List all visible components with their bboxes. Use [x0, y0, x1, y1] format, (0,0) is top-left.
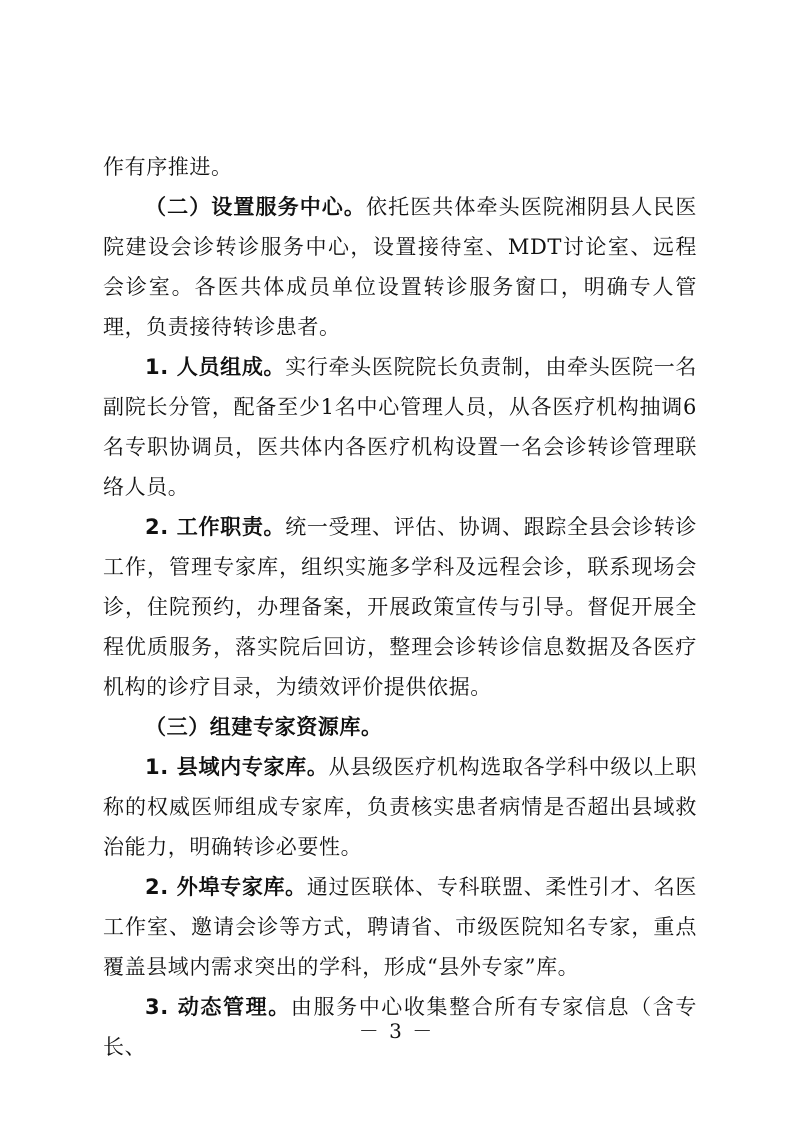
subsection-external-experts	[103, 867, 697, 987]
paragraph-text: 从县级医疗机构选取各学科中级以上职称的权威医师组成专家库，负责核实患者病情是否超出县域救治能力，明确转诊必要性。	[103, 755, 697, 859]
paragraph-continuation	[103, 147, 697, 187]
paragraph-heading: 2. 工作职责。	[145, 515, 286, 539]
document-body	[103, 147, 697, 1067]
paragraph-text: 由服务中心收集整合所有专家信息（含专长、	[103, 995, 697, 1059]
paragraph-heading: （二）设置服务中心。	[145, 195, 366, 219]
paragraph-heading: 1. 人员组成。	[145, 355, 286, 379]
subsection-local-experts	[103, 747, 697, 867]
section-heading-service-center	[103, 187, 697, 347]
paragraph-text: 作有序推进。	[103, 155, 233, 179]
section-heading-expert-pool	[103, 707, 697, 747]
paragraph-heading: 1. 县域内专家库。	[145, 755, 329, 779]
paragraph-text: 统一受理、评估、协调、跟踪全县会诊转诊工作，管理专家库，组织实施多学科及远程会诊，联系现场会诊，住院预约，办理备案，开展政策宣传与引导。督促开展全程优质服务，落实院后回访，整理会诊转诊信息数据及各医疗机构的诊疗目录，为绩效评价提供依据。	[103, 515, 698, 699]
paragraph-text: 依托医共体牵头医院湘阴县人民医院建设会诊转诊服务中心，设置接待室、MDT讨论室、远程会诊室。各医共体成员单位设置转诊服务窗口，明确专人管理，负责接待转诊患者。	[103, 195, 697, 339]
paragraph-text: 实行牵头医院院长负责制，由牵头医院一名副院长分管，配备至少1名中心管理人员，从各医疗机构抽调6名专职协调员，医共体内各医疗机构设置一名会诊转诊管理联络人员。	[103, 355, 698, 499]
paragraph-text: 通过医联体、专科联盟、柔性引才、名医工作室、邀请会诊等方式，聘请省、市级医院知名专家，重点覆盖县域内需求突出的学科，形成“县外专家”库。	[103, 875, 697, 979]
page-number: － 3 －	[358, 1019, 435, 1043]
subsection-staffing	[103, 347, 697, 507]
paragraph-heading: 3. 动态管理。	[145, 995, 291, 1019]
paragraph-heading: （三）组建专家资源库。	[145, 715, 383, 739]
paragraph-heading: 2. 外埠专家库。	[145, 875, 307, 899]
subsection-duties	[103, 507, 697, 707]
